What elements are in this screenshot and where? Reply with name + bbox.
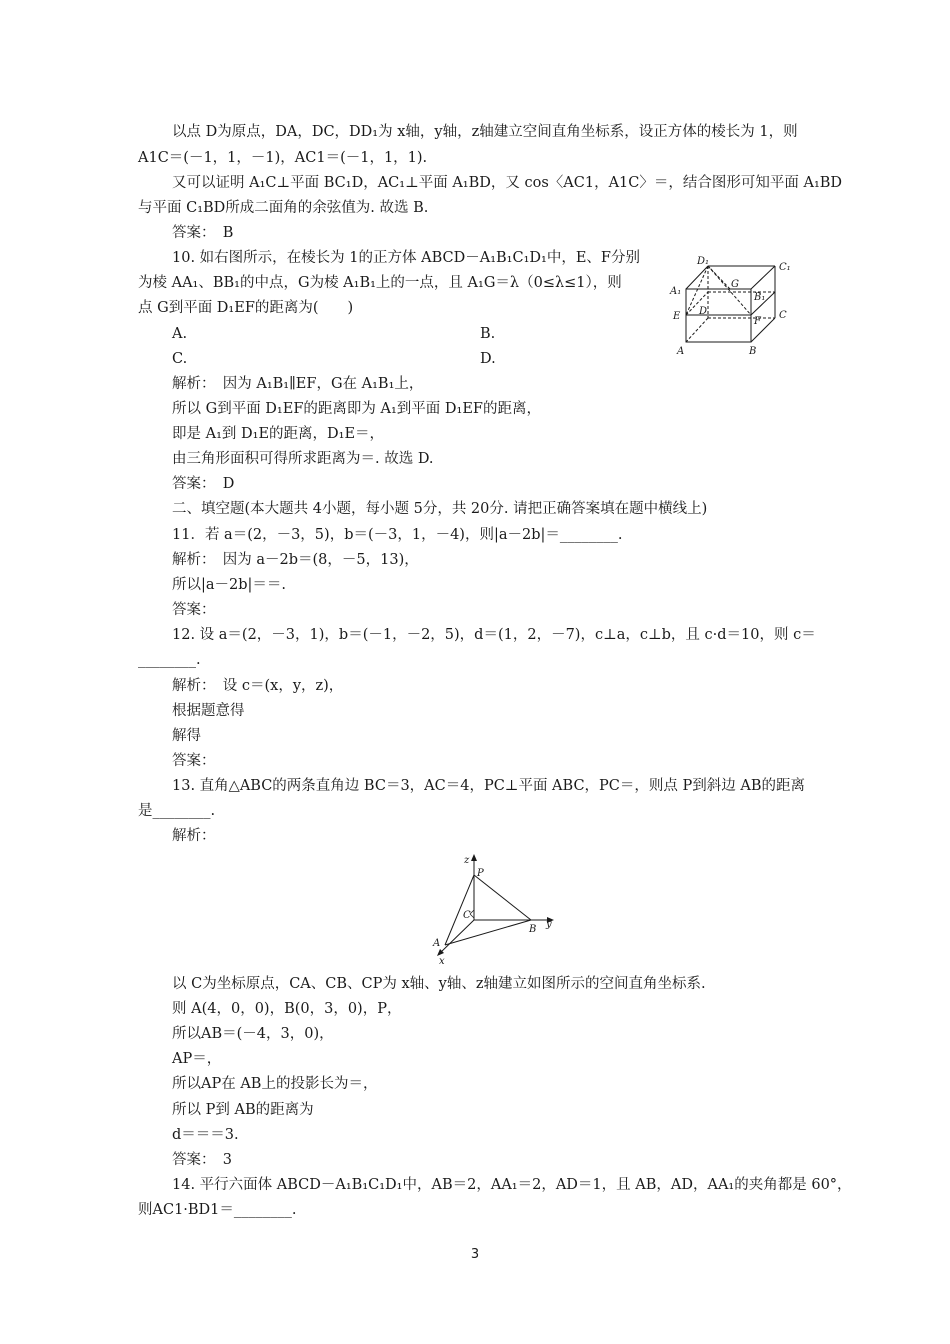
tetra-label: x xyxy=(439,956,445,966)
cube-label: D xyxy=(699,306,708,317)
text-line: 又可以证明 A₁C⊥平面 BC₁D，AC₁⊥平面 A₁BD，又 cos〈AC1，A1C〉＝，结合图形可知平面 A₁BD xyxy=(172,175,843,191)
text-line: 为棱 AA₁、BB₁的中点，G为棱 A₁B₁上的一点，且 A₁G＝λ（0≤λ≤1），则 xyxy=(138,275,622,291)
option-b: B. xyxy=(480,326,496,342)
option-c: C. xyxy=(172,351,188,367)
text-line: 所以AP在 AB上的投影长为＝， xyxy=(172,1076,378,1092)
question-13: 13. 直角△ABC的两条直角边 BC＝3，AC＝4，PC⊥平面 ABC，PC＝，则点 P到斜边 AB的距离 xyxy=(172,778,805,794)
section-heading: 二、填空题(本大题共 4小题，每小题 5分，共 20分. 请把正确答案填在题中横线上) xyxy=(172,501,708,517)
text-line: 即是 A₁到 D₁E的距离，D₁E＝， xyxy=(172,426,385,442)
question-10: 10. 如右图所示，在棱长为 1的正方体 ABCD－A₁B₁C₁D₁中，E、F分别 xyxy=(172,250,640,266)
text-line: d＝＝＝3. xyxy=(172,1127,239,1143)
text-line: 所以 P到 AB的距离为 xyxy=(172,1102,314,1118)
question-14: 14. 平行六面体 ABCD－A₁B₁C₁D₁中，AB＝2，AA₁＝2，AD＝1，且 AB，AD，AA₁的夹角都是 60°， xyxy=(172,1177,852,1193)
cube-label: F xyxy=(754,316,761,327)
answer-line: 答案： xyxy=(172,753,216,769)
text-line: 与平面 C₁BD所成二面角的余弦值为. 故选 B. xyxy=(138,200,429,216)
text-line: ________. xyxy=(138,652,201,668)
text-line: 点 G到平面 D₁EF的距离为( ) xyxy=(138,300,354,316)
text-line: 所以 G到平面 D₁EF的距离即为 A₁到平面 D₁EF的距离， xyxy=(172,401,541,417)
text-line: AP＝， xyxy=(172,1051,222,1067)
text-line: 解析： 因为 A₁B₁∥EF，G在 A₁B₁上， xyxy=(172,376,424,392)
cube-figure xyxy=(665,252,805,360)
cube-label: A₁ xyxy=(670,286,682,297)
question-11: 11．若 a＝(2，－3，5)，b＝(－3，1，－4)，则|a－2b|＝________. xyxy=(172,527,623,543)
cube-label: B xyxy=(749,346,757,357)
cube-label: D₁ xyxy=(697,256,710,267)
tetra-label: z xyxy=(464,855,470,866)
cube-label: C₁ xyxy=(779,262,791,273)
text-line: 所以AB＝(－4，3，0)， xyxy=(172,1026,334,1042)
text-line: 根据题意得 xyxy=(172,703,245,719)
text-line: A1C＝(－1，1，－1)，AC1＝(－1，1，1). xyxy=(138,150,428,166)
cube-label: E xyxy=(673,311,681,322)
answer-line: 答案： B xyxy=(172,225,234,241)
tetra-label: B xyxy=(529,924,537,935)
text-line: 解得 xyxy=(172,728,201,744)
text-line: 由三角形面积可得所求距离为＝. 故选 D. xyxy=(172,451,434,467)
text-line: 解析： 设 c＝(x，y，z)， xyxy=(172,678,344,694)
text-line: 则 A(4，0，0)，B(0，3，0)，P， xyxy=(172,1001,402,1017)
tetra-label: P xyxy=(477,868,484,879)
tetra-label: y xyxy=(546,919,552,930)
text-line: 是________. xyxy=(138,803,216,819)
text-line: 解析： 因为 a－2b＝(8，－5，13)， xyxy=(172,552,419,568)
cube-label: A xyxy=(677,346,685,357)
tetra-label: C xyxy=(463,910,471,921)
text-line: 以 C为坐标原点，CA、CB、CP为 x轴、y轴、z轴建立如图所示的空间直角坐标系. xyxy=(172,976,706,992)
cube-label: C xyxy=(779,310,787,321)
text-line: 解析： xyxy=(172,828,216,844)
tetra-label: A xyxy=(433,938,441,949)
answer-line: 答案： 3 xyxy=(172,1152,232,1168)
option-a: A. xyxy=(172,326,188,342)
tetrahedron-figure xyxy=(425,848,565,966)
text-line: 则AC1·BD1＝________. xyxy=(138,1202,297,1218)
page-number: 3 xyxy=(470,1247,480,1262)
option-d: D. xyxy=(480,351,496,367)
text-line: 所以|a－2b|＝＝. xyxy=(172,577,287,593)
answer-line: 答案： xyxy=(172,602,216,618)
question-12: 12. 设 a＝(2，－3，1)，b＝(－1，－2，5)，d＝(1，2，－7)，c⊥a，c⊥b，且 c·d＝10，则 c＝ xyxy=(172,627,816,643)
cube-label: B₁ xyxy=(754,292,766,303)
text-line: 以点 D为原点，DA，DC，DD₁为 x轴，y轴，z轴建立空间直角坐标系，设正方体的棱长为 1，则 xyxy=(172,124,798,140)
cube-label: G xyxy=(731,279,739,290)
answer-line: 答案： D xyxy=(172,476,235,492)
